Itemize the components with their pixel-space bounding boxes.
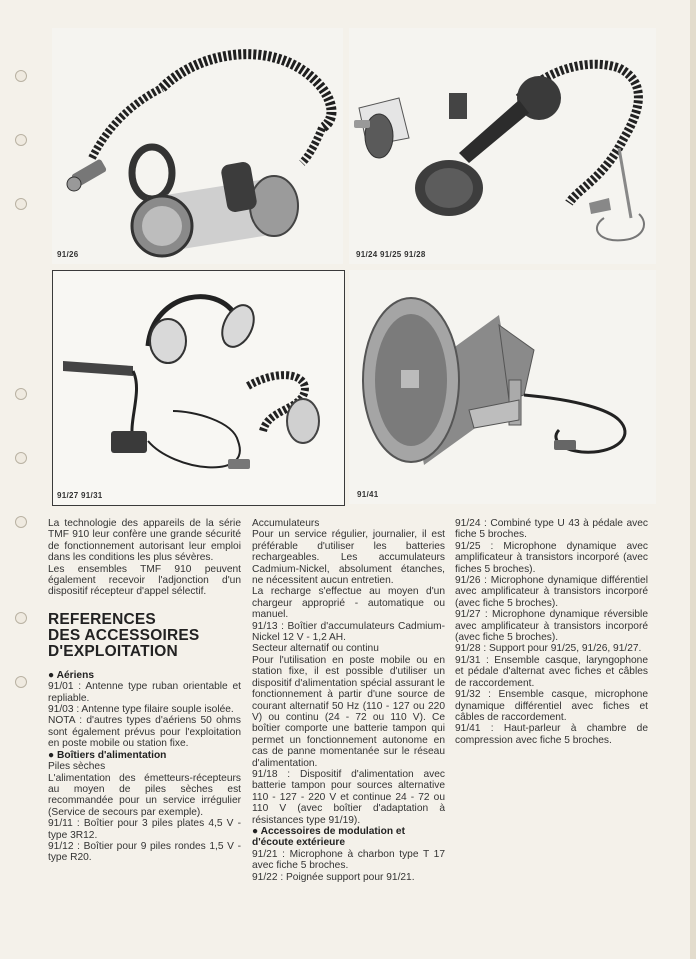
subheading: Secteur alternatif ou continu <box>252 643 379 655</box>
item: 91/11 : Boîtier pour 3 piles plates 4,5 V - type 3R12. <box>48 818 241 841</box>
item: 91/22 : Poignée support pour 91/21. <box>252 871 415 883</box>
photo-loudspeaker-91-41 <box>349 270 656 504</box>
section-heading-modulation <box>252 826 445 849</box>
coiled-microphone-image <box>52 28 343 264</box>
item: 91/41 : Haut-parleur à chambre de compression avec fiche 5 broches. <box>455 723 648 746</box>
item: La recharge s'effectue au moyen d'un chargeur approprié - automatique ou manuel. <box>252 586 445 621</box>
item: 91/32 : Ensemble casque, microphone dynamique différentiel avec fiches et câbles de raccordement. <box>455 689 648 723</box>
item: 91/28 : Support pour 91/25, 91/26, 91/27. <box>455 643 642 655</box>
photo-handset-91-24 <box>349 28 656 264</box>
section-heading-text: Boîtiers d'alimentation <box>57 749 167 761</box>
section-heading-aeriens <box>48 670 241 681</box>
section-heading-text: Accessoires de modulation et d'écoute extérieure <box>252 825 405 849</box>
binder-hole <box>15 134 27 146</box>
item: 91/27 : Microphone dynamique réversible avec amplificateur à transistors incorporé (avec fiche 5 broches). <box>455 609 648 644</box>
intro-paragraph: La technologie des appareils de la série TMF 910 leur confère une grande sécurité de fonctionnement autorisant leur emploi dans les conditions les plus sévères. <box>48 518 241 564</box>
item: 91/24 : Combiné type U 43 à pédale avec fiche 5 broches. <box>455 518 648 541</box>
item: 91/01 : Antenne type ruban orientable et repliable. <box>48 681 241 704</box>
note: NOTA : d'autres types d'aériens 50 ohms sont également prévus pour l'exploitation en poste mobile ou station fixe. <box>48 715 241 750</box>
title-line: REFERENCES <box>48 610 156 628</box>
item: 91/26 : Microphone dynamique différentiel avec amplificateur à transistors incorporé (avec fiche 5 broches). <box>455 575 648 609</box>
binder-hole <box>15 676 27 688</box>
binder-hole <box>15 388 27 400</box>
headset-image <box>53 271 344 505</box>
photo-caption: 91/24 91/25 91/28 <box>356 250 426 259</box>
section-heading-boitiers <box>48 750 241 761</box>
binder-hole <box>15 612 27 624</box>
bullet-icon: ● <box>48 669 55 681</box>
binder-hole <box>15 452 27 464</box>
binder-hole <box>15 516 27 528</box>
item: 91/12 : Boîtier pour 9 piles rondes 1,5 V - type R20. <box>48 840 241 864</box>
item: 91/31 : Ensemble casque, laryngophone et pédale d'alternat avec fiches et câbles de raccordement. <box>455 654 648 689</box>
photo-caption: 91/41 <box>357 490 379 499</box>
handset-image <box>349 28 656 264</box>
subheading: Piles sèches <box>48 761 106 773</box>
section-heading-text: Aériens <box>56 669 94 681</box>
subheading: Accumulateurs <box>252 518 320 529</box>
binder-hole <box>15 70 27 82</box>
item: 91/25 : Microphone dynamique avec amplificateur à transistors incorporé (avec fiches 5 broches). <box>455 540 648 575</box>
intro-paragraph: Les ensembles TMF 910 peuvent également recevoir l'adjonction d'un dispositif récepteur d'appel sélectif. <box>48 563 241 598</box>
page-title <box>48 612 241 660</box>
photo-caption: 91/26 <box>57 250 79 259</box>
title-line: D'EXPLOITATION <box>48 642 178 660</box>
item: 91/03 : Antenne type filaire souple isolée. <box>48 704 234 716</box>
binder-hole <box>15 198 27 210</box>
item: 91/18 : Dispositif d'alimentation avec batterie tampon pour sources alternative 110 - 127 - 220 V et continue 24 - 72 ou 110 V (avec boîtier d'adaptation à résistances type 91/19). <box>252 768 445 826</box>
item: Pour un service régulier, journalier, il est préférable d'utiliser les batteries rechargeables. Les accumulateurs Cadmium-Nickel, absolument étanches, ne nécessitent aucun entretien. <box>252 529 445 587</box>
photo-microphone-91-26 <box>52 28 343 264</box>
item: Pour l'utilisation en poste mobile ou en station fixe, il est possible d'utiliser un dispositif d'alimentation spécial assurant le fonctionnement à partir d'une source de courant alternatif 50 Hz (110 - 127 ou 220 V) ou continu (24 - 72 ou 110 V). Ce boîtier comporte une batterie tampon qui permet un fonctionnement autonome en cas de panne momentanée sur le réseau d'alimentation. <box>252 654 445 769</box>
column-left <box>48 518 241 864</box>
photo-headset-91-27 <box>52 270 345 506</box>
item: 91/13 : Boîtier d'accumulateurs Cadmium-Nickel 12 V - 1,2 AH. <box>252 620 445 644</box>
photo-caption: 91/27 91/31 <box>57 491 103 500</box>
page-edge <box>690 0 696 959</box>
item: L'alimentation des émetteurs-récepteurs au moyen de piles sèches est recommandée pour un service irrégulier (Service de secours par exemple). <box>48 772 241 818</box>
bullet-icon: ● <box>48 749 55 761</box>
item: 91/21 : Microphone à charbon type T 17 avec fiche 5 broches. <box>252 848 445 872</box>
title-line: DES ACCESSOIRES <box>48 626 200 644</box>
column-middle <box>252 518 445 883</box>
column-right <box>455 518 648 746</box>
horn-loudspeaker-image <box>349 270 656 504</box>
bullet-icon: ● <box>252 825 259 837</box>
